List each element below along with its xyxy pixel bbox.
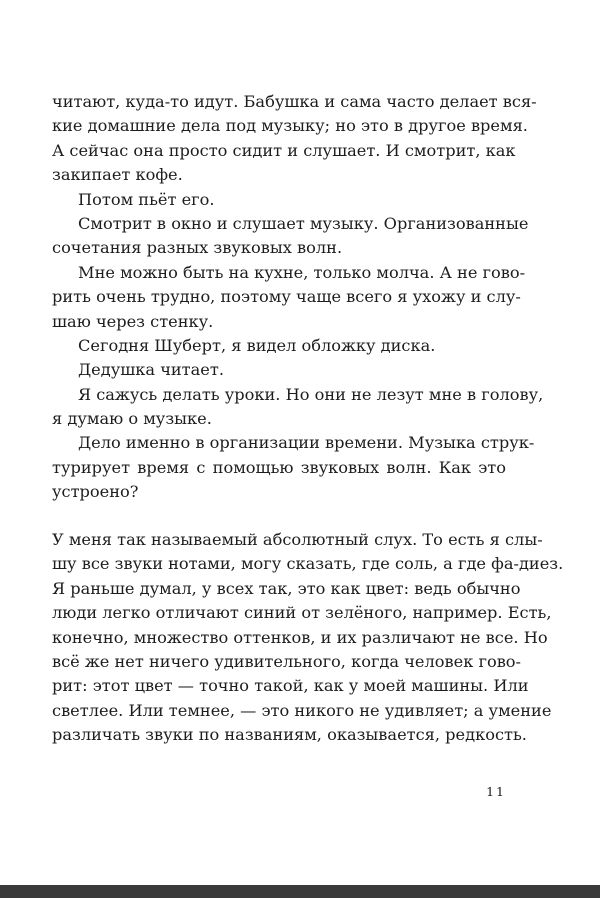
paragraph-line: всё же нет ничего удивительного, когда человек гово- <box>52 651 522 671</box>
paragraph-line: Сегодня Шуберт, я видел обложку диска. <box>78 335 436 355</box>
paragraph-line: шу все звуки нотами, могу сказать, где соль, а где фа-диез. <box>52 554 564 574</box>
paragraph-line: читают, куда-то идут. Бабушка и сама часто делает вся- <box>52 92 537 111</box>
paragraph-line: кие домашние дела под музыку; но это в другое время. <box>52 116 528 136</box>
paragraph-line: Мне можно быть на кухне, только молча. А не гово- <box>78 262 526 282</box>
paragraph-line: Я сажусь делать уроки. Но они не лезут мне в голову, <box>78 384 544 404</box>
paragraph-line: конечно, множество оттенков, и их различают не все. Но <box>52 627 548 647</box>
paragraph-line: турирует время с помощью звуковых волн. Как это <box>52 457 506 477</box>
text-block-bottom <box>52 528 564 748</box>
bottom-bar <box>0 885 600 898</box>
paragraph-line: рить очень трудно, поэтому чаще всего я ухожу и слу- <box>52 287 521 307</box>
paragraph-line: устроено? <box>52 482 139 502</box>
paragraph-line: Потом пьёт его. <box>78 189 215 209</box>
paragraph-line: закипает кофе. <box>52 165 183 185</box>
paragraph-line: Дело именно в организации времени. Музыка струк- <box>78 433 535 453</box>
paragraph-line: светлее. Или темнее, — это никого не удивляет; а умение <box>52 700 552 720</box>
paragraph-line: Я раньше думал, у всех так, это как цвет: ведь обычно <box>52 578 521 598</box>
paragraph-line: Смотрит в окно и слушает музыку. Организованные <box>78 213 529 233</box>
paragraph-line: шаю через стенку. <box>52 311 214 331</box>
paragraph-line: рит: этот цвет — точно такой, как у моей машины. Или <box>52 676 529 696</box>
paragraph-line: сочетания разных звуковых волн. <box>52 238 343 258</box>
paragraph-line: У меня так называемый абсолютный слух. То есть я слы- <box>52 530 543 549</box>
text-block-top <box>52 90 544 505</box>
paragraph-line: Дедушка читает. <box>78 360 224 380</box>
paragraph-line: я думаю о музыке. <box>52 409 212 429</box>
paragraph-line: различать звуки по названиям, оказывается, редкость. <box>52 725 527 745</box>
paragraph-line: А сейчас она просто сидит и слушает. И смотрит, как <box>52 140 516 160</box>
paragraph-line: люди легко отличают синий от зелёного, например. Есть, <box>52 603 552 623</box>
page-number: 11 <box>486 784 506 799</box>
